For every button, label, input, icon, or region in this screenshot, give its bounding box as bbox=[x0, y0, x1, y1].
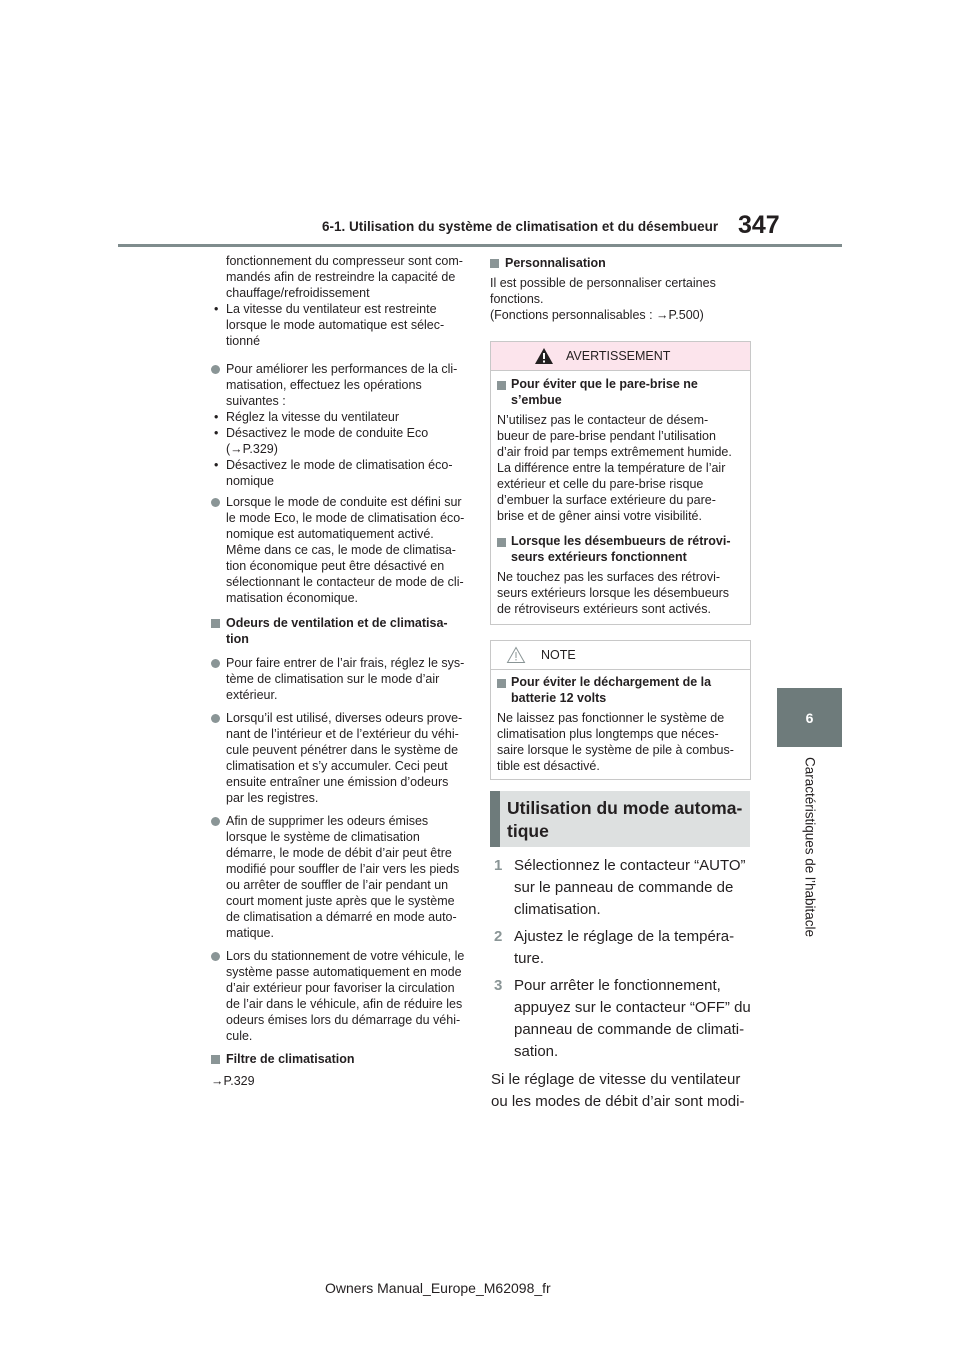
subsection-heading: Odeurs de ventilation et de climatisa- bbox=[226, 616, 448, 630]
text-line: (Fonctions personnalisables : →P.500) bbox=[490, 308, 704, 322]
circle-bullet-icon bbox=[211, 817, 220, 826]
note-heading: batterie 12 volts bbox=[511, 691, 607, 705]
text-line: N’utilisez pas le contacteur de désem- bbox=[497, 413, 709, 427]
warning-title: AVERTISSEMENT bbox=[566, 349, 671, 363]
section-heading-line: tique bbox=[507, 821, 549, 841]
left-column bbox=[0, 0, 480, 1100]
text-line: système passe automatiquement en mode bbox=[226, 965, 462, 979]
text-line: saire lorsque le système de pile à combus- bbox=[497, 743, 734, 757]
text-line: de rétroviseurs extérieurs sont activés. bbox=[497, 602, 711, 616]
section-header-title: 6-1. Utilisation du système de climatisation et du désembueur bbox=[322, 219, 719, 234]
step-text: Ajustez le réglage de la tempéra- bbox=[514, 928, 735, 945]
text-line: lorsque le système de climatisation bbox=[226, 830, 420, 844]
chapter-number: 6 bbox=[805, 709, 814, 726]
text-line: tion économique peut être désactivé en bbox=[226, 559, 445, 573]
circle-bullet-icon bbox=[211, 714, 220, 723]
step-text: appuyez sur le contacteur “OFF” du bbox=[514, 999, 751, 1016]
text-line: de l’air dans le véhicule, afin de réduire les bbox=[226, 997, 463, 1011]
text-line: le mode Eco, le mode de climatisation éco- bbox=[226, 511, 465, 525]
step-number: 3 bbox=[494, 977, 503, 994]
text-line: Désactivez le mode de climatisation éco- bbox=[226, 458, 453, 472]
step-text: panneau de commande de climati- bbox=[514, 1021, 745, 1038]
text-line: démarre, le mode de débit d’air peut être bbox=[226, 846, 452, 860]
text-line: climatisation plus longtemps que néces- bbox=[497, 727, 719, 741]
step-text: sur le panneau de commande de bbox=[514, 879, 734, 896]
text-line: ensuite entraîner une émission d’odeurs bbox=[226, 775, 449, 789]
text-line: La vitesse du ventilateur est restreinte bbox=[226, 302, 437, 316]
text-line: ou arrêter de souffler de l’air pendant un bbox=[226, 878, 449, 892]
subsection-heading: Filtre de climatisation bbox=[226, 1052, 355, 1066]
text-line: Lorsqu’il est utilisé, diverses odeurs prove- bbox=[226, 711, 463, 725]
circle-bullet-icon bbox=[211, 365, 220, 374]
text-line: lorsque le mode automatique est sélec- bbox=[226, 318, 445, 332]
text-line: Désactivez le mode de conduite Eco bbox=[226, 426, 429, 440]
note-heading: Pour éviter le déchargement de la bbox=[511, 675, 712, 689]
chapter-label bbox=[800, 752, 820, 942]
step-number: 1 bbox=[494, 857, 503, 874]
text-line: de climatisation a démarré en mode auto- bbox=[226, 910, 457, 924]
step-text: sation. bbox=[514, 1043, 559, 1060]
text-line: nomique bbox=[226, 474, 274, 488]
note-title: NOTE bbox=[541, 648, 576, 662]
text-line: Pour améliorer les performances de la cli- bbox=[226, 362, 458, 376]
text-line: matique. bbox=[226, 926, 274, 940]
subsection-heading: tion bbox=[226, 632, 249, 646]
bullet-mark: • bbox=[214, 426, 219, 440]
page-number: 347 bbox=[738, 211, 780, 239]
warning-heading: s’embue bbox=[511, 393, 562, 407]
bullet-mark: • bbox=[214, 458, 219, 472]
text-line: d’embuer la surface extérieure du pare- bbox=[497, 493, 716, 507]
bullet-mark: • bbox=[214, 410, 219, 424]
text-line: cule peuvent pénétrer dans le système de bbox=[226, 743, 459, 757]
text-line: nant de l’intérieur et de l’extérieur du véhi- bbox=[226, 727, 459, 741]
text-line: mandés afin de restreindre la capacité de bbox=[226, 270, 456, 284]
text-line: seurs extérieurs lorsque les désembueurs bbox=[497, 586, 730, 600]
text-line: d’air extérieur pour favoriser la circulation bbox=[226, 981, 455, 995]
warning-heading: Pour éviter que le pare-brise ne bbox=[511, 377, 698, 391]
text-line: Pour faire entrer de l’air frais, réglez le sys- bbox=[226, 656, 465, 670]
text-line: Il est possible de personnaliser certaines bbox=[490, 276, 716, 290]
footer-text: Owners Manual_Europe_M62098_fr bbox=[325, 1280, 551, 1296]
text-line: fonctionnement du compresseur sont com- bbox=[226, 254, 463, 268]
page-reference: →P.329 bbox=[211, 1074, 255, 1088]
text-line: sélectionnant le contacteur de mode de cli- bbox=[226, 575, 464, 589]
text-line: par les registres. bbox=[226, 791, 319, 805]
circle-bullet-icon bbox=[211, 952, 220, 961]
text-line: Ne laissez pas fonctionner le système de bbox=[497, 711, 725, 725]
step-number: 2 bbox=[494, 928, 503, 945]
text-line: matisation économique. bbox=[226, 591, 359, 605]
text-line: d’air froid par temps extrêmement humide. bbox=[497, 445, 732, 459]
step-text: Pour arrêter le fonctionnement, bbox=[514, 977, 721, 994]
text-line: brise et de gêner ainsi votre visibilité. bbox=[497, 509, 702, 523]
page-reference: (→P.329) bbox=[226, 442, 278, 456]
circle-bullet-icon bbox=[211, 498, 220, 507]
subsection-heading: Personnalisation bbox=[505, 256, 606, 270]
text-line: fonctions. bbox=[490, 292, 544, 306]
step-text: Sélectionnez le contacteur “AUTO” bbox=[514, 857, 746, 874]
text-line: tionné bbox=[226, 334, 261, 348]
text-line: Afin de supprimer les odeurs émises bbox=[226, 814, 429, 828]
text-line: court moment juste après que le système bbox=[226, 894, 455, 908]
text-line: extérieur. bbox=[226, 688, 278, 702]
text-line: cule. bbox=[226, 1029, 253, 1043]
text-line: climatisation et s’y accumuler. Ceci peut bbox=[226, 759, 448, 773]
text-line: Ne touchez pas les surfaces des rétrovi- bbox=[497, 570, 721, 584]
text-line: nomique est automatiquement activé. bbox=[226, 527, 434, 541]
text-line: La différence entre la température de l’air bbox=[497, 461, 726, 475]
warning-heading: Lorsque les désembueurs de rétrovi- bbox=[511, 534, 731, 548]
text-line: matisation, effectuez les opérations bbox=[226, 378, 422, 392]
square-bullet-icon bbox=[211, 619, 220, 628]
section-heading-line: Utilisation du mode automa- bbox=[507, 798, 743, 818]
steps-list bbox=[480, 0, 780, 1200]
circle-bullet-icon bbox=[211, 659, 220, 668]
text-line: tible est désactivé. bbox=[497, 759, 600, 773]
text-line: Réglez la vitesse du ventilateur bbox=[226, 410, 400, 424]
step-text: ture. bbox=[514, 950, 545, 967]
chapter-label-text: Caractéristiques de l’habitacle bbox=[802, 756, 818, 938]
text-line: modifié pour souffler de l’air vers les pieds bbox=[226, 862, 460, 876]
text-line: bueur de pare-brise pendant l’utilisation bbox=[497, 429, 716, 443]
square-bullet-icon bbox=[211, 1055, 220, 1064]
text-line: suivantes : bbox=[226, 394, 286, 408]
text-line: odeurs émises lors du démarrage du véhi- bbox=[226, 1013, 461, 1027]
chapter-tab bbox=[777, 688, 842, 747]
step-text: climatisation. bbox=[514, 901, 601, 918]
text-line: chauffage/refroidissement bbox=[226, 286, 370, 300]
text-line: ou les modes de débit d’air sont modi- bbox=[491, 1093, 745, 1110]
warning-heading: seurs extérieurs fonctionnent bbox=[511, 550, 687, 564]
text-line: tème de climatisation sur le mode d’air bbox=[226, 672, 440, 686]
text-line: Lorsque le mode de conduite est défini sur bbox=[226, 495, 462, 509]
text-line: Lors du stationnement de votre véhicule, le bbox=[226, 949, 465, 963]
text-line: Même dans ce cas, le mode de climatisa- bbox=[226, 543, 456, 557]
bullet-mark: • bbox=[214, 302, 219, 316]
text-line: Si le réglage de vitesse du ventilateur bbox=[491, 1071, 741, 1088]
text-line: extérieur et celle du pare-brise risque bbox=[497, 477, 704, 491]
